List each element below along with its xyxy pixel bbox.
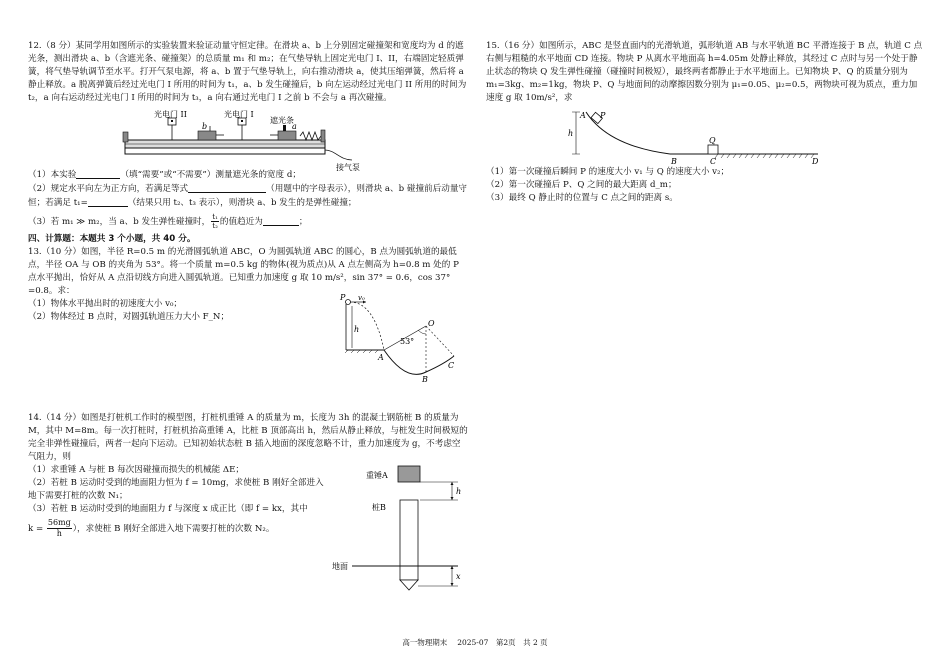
- q14-s2: （2）若桩 B 运动时受到的地面阻力恒为 f = 10mg，求使桩 B 刚好全部进入地下需要打桩的次数 N₁；: [28, 478, 324, 501]
- q15-track-figure: [560, 108, 830, 166]
- label-angle: 53°: [400, 337, 415, 346]
- right-column: [486, 40, 924, 105]
- q15-stem: 15.（16 分）如图所示，ABC 是竖直面内的光滑轨道，弧形轨道 AB 与水平轨道 BC 平滑连接于 B 点，轨道 C 点右侧与粗糙的水平地面 CD 连接。物块 P 从离水平地面高 h=4.05m 处静止释放，其经过 C 点时与另一个处于静止状态的物块 Q 发生弹性碰撞（碰撞时间极短），最终两者都静止于水平地面上。已知物块 P、Q 的质量分别为 m₁=3kg、m₂=1kg，物块 P、Q 与地面间的动摩擦因数分别为 μ₁=0.05、μ₂=0.5，两物块可视为质点，重力加速度 g 取 10m/s²，求: [486, 41, 923, 103]
- label-x: x: [456, 572, 461, 581]
- fraction-k: [47, 518, 72, 539]
- q13-s2: （2）物体经过 B 点时，对圆弧轨道压力大小 F_N；: [28, 312, 230, 322]
- frac-den: t₂: [212, 222, 218, 230]
- section-heading: 四、计算题：本题共 3 个小题，共 40 分。: [28, 234, 196, 244]
- frac-den: h: [56, 529, 62, 538]
- answer-blank: [263, 215, 299, 226]
- q13-circular-track-figure: [338, 292, 468, 384]
- q14-pile-driver-figure: [328, 462, 473, 592]
- q15-s1: （1）第一次碰撞后瞬间 P 的速度大小 v₁ 与 Q 的速度大小 v₂；: [486, 167, 730, 177]
- q15-s2: （2）第一次碰撞后 P、Q 之间的最大距离 d_m；: [486, 180, 677, 190]
- q14-s3a: （3）若桩 B 运动时受到的地面阻力 f 与深度 x 成正比（即 f = kx，其中: [28, 504, 308, 514]
- frac-num: t₁: [212, 213, 218, 221]
- label-B: B: [422, 375, 428, 384]
- gate2-label: 光电门 II: [154, 110, 187, 119]
- label-P: P: [340, 293, 346, 302]
- q12-s2c: （结果只用 t₂、t₃ 表示），则滑块 a、b 发生的是弹性碰撞；: [127, 198, 357, 208]
- strip-label: 遮光条: [270, 116, 294, 125]
- pump-label: 接气泵: [336, 163, 360, 172]
- q14-s1: （1）求重锤 A 与桩 B 每次因碰撞而损失的机械能 ΔE；: [28, 465, 245, 475]
- q12-s2a: （2）规定水平向左为正方向，若满足等式: [28, 184, 189, 194]
- q12-s3a: （3）若 m₁ ≫ m₂，当 a、b 发生弹性碰撞时，: [28, 217, 211, 227]
- q15-subquestions: [486, 166, 924, 205]
- label-h: h: [354, 325, 360, 334]
- q15-s3: （3）最终 Q 静止时的位置与 C 点之间的距离 s。: [486, 193, 678, 203]
- slider-a-label: a: [292, 122, 297, 131]
- label-h: h: [568, 129, 574, 138]
- q12-s3c: ；: [298, 217, 308, 227]
- q12-s1b: （填“需要”或“不需要”）测量遮光条的宽度 d；: [120, 170, 301, 180]
- q13-s1: （1）物体水平抛出时的初速度大小 v₀；: [28, 299, 183, 309]
- ground-label: 地面: [332, 562, 348, 571]
- q14-subquestions: [28, 464, 328, 539]
- label-Q: Q: [709, 136, 716, 145]
- label-v0: v₀: [358, 294, 365, 302]
- answer-blank: [88, 196, 128, 207]
- label-O: O: [428, 319, 435, 328]
- page-footer: 高一物理期末 2025-07 第2页 共 2 页: [402, 638, 548, 647]
- q14-stem: 14.（14 分）如图是打桩机工作时的模型图，打桩机重锤 A 的质量为 m，长度为 3h 的混凝土钢筋桩 B 的质量为 M，其中 M=8m。每一次打桩时，打桩机抬高重锤 A，比桩 B 顶部高出 h，然后从静止释放，与桩发生时间极短的完全非弹性碰撞后，两者一起向下运动。已知初始状态桩 B 插入地面的深度忽略不计，重力加速度为 g，不考虑空气阻力，则: [28, 413, 468, 462]
- gate1-label: 光电门 I: [224, 110, 254, 119]
- q12-s2b: （用题中的字母表示），则滑块 a、b 碰撞前后动量守恒；若满足 t₁=: [28, 184, 468, 208]
- frac-num: 56mg: [47, 518, 71, 527]
- left-column: [28, 40, 468, 105]
- answer-blank: [188, 182, 266, 193]
- label-B: B: [671, 157, 677, 166]
- q14-block: [28, 412, 468, 464]
- label-P: P: [600, 111, 606, 120]
- q14-s3b: ），求使桩 B 刚好全部进入地下需要打桩的次数 N₂。: [72, 524, 275, 534]
- label-C: C: [710, 157, 717, 166]
- answer-blank: [76, 168, 120, 179]
- label-C: C: [448, 361, 455, 370]
- q12-s1a: （1）本实验: [28, 170, 77, 180]
- label-A: A: [378, 353, 384, 362]
- hammer-label: 重锤A: [366, 471, 388, 480]
- fraction-t1-t2: [211, 213, 219, 230]
- q12-s3b: 的值趋近为: [219, 217, 263, 227]
- q12-stem: 12.（8 分）某同学用如图所示的实验装置来验证动量守恒定律。在滑块 a、b 上分别固定碰撞架和宽度均为 d 的遮光条，测出滑块 a、b（含遮光条、碰撞架）的总质量 m₁ 和 m₂；在气垫导轨上固定光电门 I、II，右端固定轻质弹簧，将气垫导轨调节至水平。打开气泵电源，将 a、b 置于气垫导轨上，向右推动滑块 a，使其压缩弹簧，然后将 a 静止释放。a 脱离弹簧后经过光电门 I 所用的时间为 t₁，a、b 发生碰撞后，b 向左运动经过光电门 II 所用的时间为 t₂，a 向右运动经过光电门 I 所用的时间为 t₃，a 向右通过光电门 I 之前 b 不会与 a 再次碰撞。: [28, 41, 467, 103]
- label-h: h: [456, 487, 462, 496]
- q14-k-label: k =: [28, 524, 44, 534]
- slider-b-label: b: [202, 122, 208, 131]
- label-D: D: [812, 157, 819, 166]
- q13-stem: 13.（10 分）如图，半径 R=0.5 m 的光滑圆弧轨道 ABC，O 为圆弧轨道 ABC 的圆心，B 点为圆弧轨道的最低点，半径 OA 与 OB 的夹角为 53°。将一个质量 m=0.5 kg 的物体(视为质点)从 A 点左侧高为 h=0.8 m 处的 P 点水平抛出，恰好从 A 点沿切线方向进入圆弧轨道。已知重力加速度 g 取 10 m/s²，sin 37° = 0.6，cos 37° =0.8。求：: [28, 247, 459, 296]
- q12-airtrack-figure: [120, 110, 380, 172]
- label-A: A: [580, 111, 586, 120]
- pile-label: 桩B: [372, 503, 386, 512]
